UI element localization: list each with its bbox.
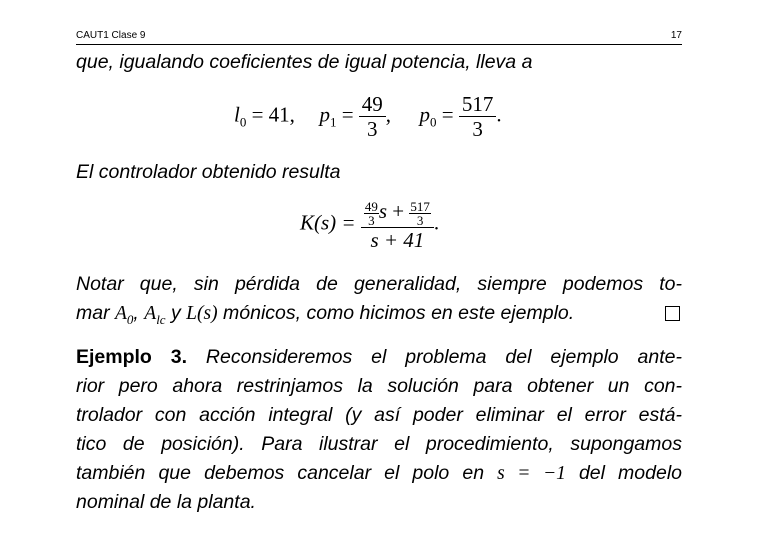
equation-coefficients: $l_0 = 41$, $p_1$ = $\frac{49}{3}$ , $p_0$ = $\frac{517}{3}$ . — [234, 92, 502, 141]
example-3-label: Ejemplo 3. — [76, 346, 188, 368]
paragraph-3-line-2: mar $A_0$, $A_{lc}$ y L(s) mónicos, como hicimos en este ejemplo. — [76, 299, 682, 334]
example-3-line-2: rior pero ahora restrinjamos la solución para obtener un con- — [76, 375, 682, 397]
page-header — [76, 30, 682, 45]
paragraph-3-line-1: Notar que, sin pérdida de generalidad, siempre podemos to- — [76, 273, 682, 295]
equation-controller: K(s) = $\frac{49}{3}$ s + $\frac{517}{3}$ s + 41 . — [300, 198, 440, 252]
example-3-line-3: trolador con acción integral (y así poder eliminar el error está- — [76, 404, 682, 426]
example-3-line-1: Ejemplo 3. Reconsideremos el problema del ejemplo ante- — [76, 346, 682, 368]
paragraph-1: que, igualando coeficientes de igual potencia, lleva a — [76, 51, 533, 73]
paragraph-2: El controlador obtenido resulta — [76, 161, 341, 183]
page-number: 17 — [670, 30, 682, 41]
course-label: CAUT1 Clase 9 — [76, 30, 146, 41]
example-3-line-6: nominal de la planta. — [76, 491, 256, 513]
example-3-line-4: tico de posición). Para ilustrar el procedimiento, supongamos — [76, 433, 682, 455]
qed-box — [665, 306, 680, 321]
example-3-line-5: también que debemos cancelar el polo en s = −1 del modelo — [76, 462, 682, 484]
